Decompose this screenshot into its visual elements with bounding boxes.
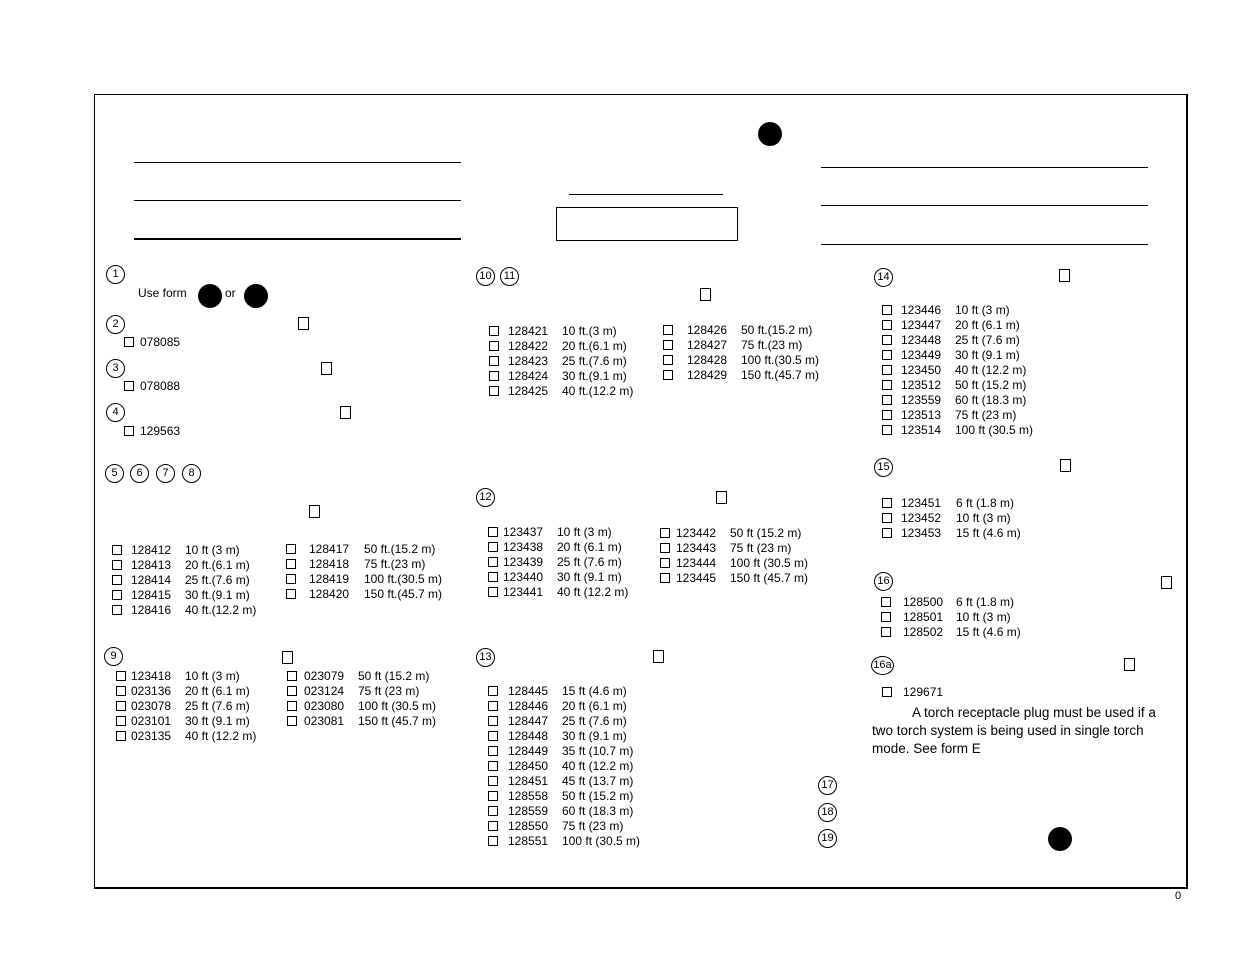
part-number: 128558 xyxy=(508,789,549,803)
marker-17: 17 xyxy=(818,776,837,795)
part-checkbox-123451[interactable] xyxy=(882,498,892,508)
part-length: 100 ft.(30.5 m) xyxy=(741,353,820,367)
part-checkbox-129671[interactable] xyxy=(882,687,892,697)
part-checkbox-123450[interactable] xyxy=(882,365,892,375)
marker-18: 18 xyxy=(818,803,837,822)
marker-11: 11 xyxy=(500,267,519,286)
part-checkbox-128446[interactable] xyxy=(488,701,498,711)
part-number: 123452 xyxy=(901,511,942,525)
part-number: 123559 xyxy=(901,393,942,407)
part-number: 128420 xyxy=(309,587,350,601)
part-length: 50 ft (15.2 m) xyxy=(730,526,802,540)
part-length: 75 ft (23 m) xyxy=(562,819,624,833)
part-length: 30 ft (9.1 m) xyxy=(557,570,622,584)
marker-16a: 16a xyxy=(871,656,894,675)
section-13-checkbox[interactable] xyxy=(653,650,664,663)
part-number: 023101 xyxy=(131,714,172,728)
part-length: 40 ft (12.2 m) xyxy=(557,585,629,599)
part-length: 10 ft (3 m) xyxy=(955,303,1010,317)
part-length: 100 ft (30.5 m) xyxy=(358,699,437,713)
part-length: 25 ft (7.6 m) xyxy=(557,555,622,569)
marker-15: 15 xyxy=(874,458,893,477)
part-length: 20 ft (6.1 m) xyxy=(955,318,1020,332)
section-14-checkbox[interactable] xyxy=(1059,269,1070,282)
part-number: 123447 xyxy=(901,318,942,332)
part-checkbox-023080[interactable] xyxy=(287,701,297,711)
part-number: 123443 xyxy=(676,541,717,555)
part-number: 023136 xyxy=(131,684,172,698)
part-number: 123512 xyxy=(901,378,942,392)
part-length: 150 ft.(45.7 m) xyxy=(364,587,443,601)
part-checkbox-128428[interactable] xyxy=(663,355,673,365)
part-length: 10 ft (3 m) xyxy=(557,525,612,539)
part-length: 60 ft (18.3 m) xyxy=(562,804,634,818)
part-checkbox-023078[interactable] xyxy=(116,701,126,711)
part-number: 123513 xyxy=(901,408,942,422)
marker-2: 2 xyxy=(106,315,125,334)
part-number: 129563 xyxy=(140,424,181,438)
part-length: 10 ft (3 m) xyxy=(956,511,1011,525)
part-checkbox-128445[interactable] xyxy=(488,686,498,696)
section-16a-checkbox[interactable] xyxy=(1124,658,1135,671)
header-right-line-2 xyxy=(821,205,1148,206)
part-checkbox-129563[interactable] xyxy=(124,426,134,436)
part-number: 123446 xyxy=(901,303,942,317)
part-number: 123444 xyxy=(676,556,717,570)
part-checkbox-128451[interactable] xyxy=(488,776,498,786)
section-12-checkbox[interactable] xyxy=(716,491,727,504)
part-checkbox-128415[interactable] xyxy=(112,590,122,600)
page-number: 0 xyxy=(1175,890,1182,902)
marker-1: 1 xyxy=(106,265,125,284)
part-length: 15 ft (4.6 m) xyxy=(562,684,627,698)
part-length: 75 ft (23 m) xyxy=(358,684,420,698)
part-number: 128426 xyxy=(687,323,728,337)
part-number: 128451 xyxy=(508,774,549,788)
part-length: 20 ft (6.1 m) xyxy=(562,699,627,713)
part-length: 10 ft (3 m) xyxy=(185,543,240,557)
marker-14: 14 xyxy=(874,268,893,287)
part-number: 078088 xyxy=(140,379,181,393)
part-length: 50 ft (15.2 m) xyxy=(562,789,634,803)
part-length: 35 ft (10.7 m) xyxy=(562,744,634,758)
part-checkbox-123445[interactable] xyxy=(660,573,670,583)
header-left-line-3 xyxy=(134,238,461,240)
part-checkbox-123444[interactable] xyxy=(660,558,670,568)
header-right-line-1 xyxy=(821,167,1148,168)
part-length: 100 ft (30.5 m) xyxy=(955,423,1034,437)
part-checkbox-123447[interactable] xyxy=(882,320,892,330)
part-checkbox-123441[interactable] xyxy=(488,587,498,597)
part-number: 023080 xyxy=(304,699,345,713)
part-number: 128429 xyxy=(687,368,728,382)
part-length: 10 ft (3 m) xyxy=(956,610,1011,624)
part-checkbox-128422[interactable] xyxy=(489,341,499,351)
marker-13: 13 xyxy=(476,648,495,667)
part-number: 128412 xyxy=(131,543,172,557)
part-number: 123453 xyxy=(901,526,942,540)
header-right-line-3 xyxy=(821,244,1148,245)
part-checkbox-128421[interactable] xyxy=(489,326,499,336)
part-checkbox-128423[interactable] xyxy=(489,356,499,366)
part-number: 123438 xyxy=(503,540,544,554)
section-3-checkbox[interactable] xyxy=(321,362,332,375)
part-checkbox-123443[interactable] xyxy=(660,543,670,553)
part-number: 023135 xyxy=(131,729,172,743)
part-checkbox-128558[interactable] xyxy=(488,791,498,801)
part-checkbox-123512[interactable] xyxy=(882,380,892,390)
part-number: 128448 xyxy=(508,729,549,743)
use-form-dot-2 xyxy=(244,284,268,308)
part-checkbox-078088[interactable] xyxy=(124,381,134,391)
part-length: 150 ft (45.7 m) xyxy=(358,714,437,728)
header-center-line xyxy=(569,194,723,195)
marker-4: 4 xyxy=(106,403,125,422)
part-checkbox-128418[interactable] xyxy=(286,559,296,569)
part-checkbox-128448[interactable] xyxy=(488,731,498,741)
part-number: 128424 xyxy=(508,369,549,383)
part-length: 20 ft.(6.1 m) xyxy=(185,558,250,572)
part-number: 129671 xyxy=(903,685,944,699)
part-checkbox-123437[interactable] xyxy=(488,527,498,537)
part-checkbox-128450[interactable] xyxy=(488,761,498,771)
part-number: 123449 xyxy=(901,348,942,362)
part-length: 50 ft (15.2 m) xyxy=(358,669,430,683)
section-4-checkbox[interactable] xyxy=(340,406,351,419)
part-checkbox-128501[interactable] xyxy=(881,612,891,622)
part-number: 078085 xyxy=(140,335,181,349)
part-number: 123440 xyxy=(503,570,544,584)
part-checkbox-023135[interactable] xyxy=(116,731,126,741)
part-checkbox-128425[interactable] xyxy=(489,386,499,396)
footer-black-dot xyxy=(1048,827,1072,851)
part-number: 128502 xyxy=(903,625,944,639)
marker-10: 10 xyxy=(476,267,495,286)
use-form-dot-1 xyxy=(198,284,222,308)
part-checkbox-128420[interactable] xyxy=(286,589,296,599)
section-2-checkbox[interactable] xyxy=(298,317,309,330)
section-5-checkbox[interactable] xyxy=(309,505,320,518)
part-number: 023079 xyxy=(304,669,345,683)
marker-6: 6 xyxy=(130,464,149,483)
part-number: 128446 xyxy=(508,699,549,713)
marker-16: 16 xyxy=(874,572,893,591)
part-checkbox-128427[interactable] xyxy=(663,340,673,350)
part-length: 10 ft (3 m) xyxy=(185,669,240,683)
part-number: 128551 xyxy=(508,834,549,848)
part-checkbox-123514[interactable] xyxy=(882,425,892,435)
marker-5: 5 xyxy=(105,464,124,483)
part-number: 023078 xyxy=(131,699,172,713)
part-number: 128559 xyxy=(508,804,549,818)
part-checkbox-128424[interactable] xyxy=(489,371,499,381)
part-length: 10 ft.(3 m) xyxy=(562,324,617,338)
part-length: 60 ft (18.3 m) xyxy=(955,393,1027,407)
part-length: 75 ft.(23 m) xyxy=(741,338,803,352)
part-checkbox-023136[interactable] xyxy=(116,686,126,696)
part-checkbox-128449[interactable] xyxy=(488,746,498,756)
part-number: 128427 xyxy=(687,338,728,352)
part-checkbox-128426[interactable] xyxy=(663,325,673,335)
part-checkbox-023079[interactable] xyxy=(287,671,297,681)
part-number: 123451 xyxy=(901,496,942,510)
part-checkbox-123438[interactable] xyxy=(488,542,498,552)
part-number: 123445 xyxy=(676,571,717,585)
part-number: 128447 xyxy=(508,714,549,728)
part-length: 75 ft.(23 m) xyxy=(364,557,426,571)
part-number: 128449 xyxy=(508,744,549,758)
part-length: 20 ft (6.1 m) xyxy=(557,540,622,554)
part-number: 123448 xyxy=(901,333,942,347)
part-length: 75 ft (23 m) xyxy=(955,408,1017,422)
part-length: 30 ft (9.1 m) xyxy=(562,729,627,743)
part-checkbox-123559[interactable] xyxy=(882,395,892,405)
part-checkbox-123418[interactable] xyxy=(116,671,126,681)
marker-7: 7 xyxy=(156,464,175,483)
use-form-label: Use form xyxy=(138,286,187,300)
part-number: 023081 xyxy=(304,714,345,728)
part-checkbox-123439[interactable] xyxy=(488,557,498,567)
part-length: 30 ft (9.1 m) xyxy=(185,714,250,728)
part-checkbox-123442[interactable] xyxy=(660,528,670,538)
part-number: 128422 xyxy=(508,339,549,353)
part-number: 128413 xyxy=(131,558,172,572)
part-checkbox-023101[interactable] xyxy=(116,716,126,726)
part-length: 100 ft.(30.5 m) xyxy=(364,572,443,586)
part-length: 25 ft (7.6 m) xyxy=(955,333,1020,347)
part-number: 128550 xyxy=(508,819,549,833)
part-checkbox-128414[interactable] xyxy=(112,575,122,585)
part-length: 20 ft (6.1 m) xyxy=(185,684,250,698)
part-length: 25 ft (7.6 m) xyxy=(562,714,627,728)
part-length: 100 ft (30.5 m) xyxy=(562,834,641,848)
part-length: 150 ft (45.7 m) xyxy=(730,571,809,585)
part-number: 128501 xyxy=(903,610,944,624)
part-checkbox-078085[interactable] xyxy=(124,337,134,347)
part-checkbox-123453[interactable] xyxy=(882,528,892,538)
header-left-line-1 xyxy=(134,162,461,163)
part-checkbox-128413[interactable] xyxy=(112,560,122,570)
part-checkbox-128416[interactable] xyxy=(112,605,122,615)
part-number: 123439 xyxy=(503,555,544,569)
section-10-checkbox[interactable] xyxy=(700,288,711,301)
part-number: 023124 xyxy=(304,684,345,698)
header-black-dot xyxy=(758,122,782,146)
part-length: 150 ft.(45.7 m) xyxy=(741,368,820,382)
part-length: 6 ft (1.8 m) xyxy=(956,595,1015,609)
part-length: 15 ft (4.6 m) xyxy=(956,526,1021,540)
part-length: 50 ft (15.2 m) xyxy=(955,378,1027,392)
part-number: 128423 xyxy=(508,354,549,368)
section-16-checkbox[interactable] xyxy=(1161,576,1172,589)
part-number: 123437 xyxy=(503,525,544,539)
part-number: 128421 xyxy=(508,324,549,338)
part-length: 30 ft.(9.1 m) xyxy=(185,588,250,602)
part-number: 128419 xyxy=(309,572,350,586)
part-number: 128500 xyxy=(903,595,944,609)
part-length: 20 ft.(6.1 m) xyxy=(562,339,627,353)
part-number: 128418 xyxy=(309,557,350,571)
part-length: 25 ft (7.6 m) xyxy=(185,699,250,713)
part-length: 30 ft (9.1 m) xyxy=(955,348,1020,362)
part-length: 40 ft (12.2 m) xyxy=(185,729,257,743)
part-number: 128450 xyxy=(508,759,549,773)
part-number: 123450 xyxy=(901,363,942,377)
marker-12: 12 xyxy=(476,488,495,507)
part-length: 25 ft.(7.6 m) xyxy=(562,354,627,368)
part-checkbox-128447[interactable] xyxy=(488,716,498,726)
part-checkbox-128500[interactable] xyxy=(881,597,891,607)
part-number: 128415 xyxy=(131,588,172,602)
part-length: 6 ft (1.8 m) xyxy=(956,496,1015,510)
part-checkbox-023081[interactable] xyxy=(287,716,297,726)
header-left-line-2 xyxy=(134,200,461,201)
marker-8: 8 xyxy=(182,464,201,483)
part-checkbox-128559[interactable] xyxy=(488,806,498,816)
torch-receptacle-note: A torch receptacle plug must be used if a two torch system is being used in single torch mode. See form E xyxy=(872,705,1156,756)
part-length: 40 ft.(12.2 m) xyxy=(562,384,634,398)
part-number: 128428 xyxy=(687,353,728,367)
part-length: 25 ft.(7.6 m) xyxy=(185,573,250,587)
part-number: 123418 xyxy=(131,669,172,683)
part-number: 123441 xyxy=(503,585,544,599)
part-checkbox-123440[interactable] xyxy=(488,572,498,582)
marker-3: 3 xyxy=(106,359,125,378)
part-length: 40 ft.(12.2 m) xyxy=(185,603,257,617)
part-checkbox-128550[interactable] xyxy=(488,821,498,831)
part-length: 15 ft (4.6 m) xyxy=(956,625,1021,639)
part-checkbox-128429[interactable] xyxy=(663,370,673,380)
section-9-checkbox[interactable] xyxy=(282,651,293,664)
part-checkbox-123448[interactable] xyxy=(882,335,892,345)
part-length: 50 ft.(15.2 m) xyxy=(364,542,436,556)
part-number: 128416 xyxy=(131,603,172,617)
part-length: 45 ft (13.7 m) xyxy=(562,774,634,788)
part-checkbox-128551[interactable] xyxy=(488,836,498,846)
part-checkbox-123452[interactable] xyxy=(882,513,892,523)
part-checkbox-128502[interactable] xyxy=(881,627,891,637)
marker-9: 9 xyxy=(104,647,123,666)
part-number: 128445 xyxy=(508,684,549,698)
part-checkbox-128417[interactable] xyxy=(286,544,296,554)
part-checkbox-123513[interactable] xyxy=(882,410,892,420)
section-15-checkbox[interactable] xyxy=(1060,459,1071,472)
part-number: 123514 xyxy=(901,423,942,437)
part-length: 50 ft.(15.2 m) xyxy=(741,323,813,337)
part-length: 100 ft (30.5 m) xyxy=(730,556,809,570)
part-checkbox-128419[interactable] xyxy=(286,574,296,584)
header-center-box[interactable] xyxy=(556,207,738,241)
part-length: 75 ft (23 m) xyxy=(730,541,792,555)
part-length: 40 ft (12.2 m) xyxy=(955,363,1027,377)
part-checkbox-123446[interactable] xyxy=(882,305,892,315)
part-length: 40 ft (12.2 m) xyxy=(562,759,634,773)
part-number: 128425 xyxy=(508,384,549,398)
part-number: 128414 xyxy=(131,573,172,587)
part-number: 123442 xyxy=(676,526,717,540)
part-checkbox-023124[interactable] xyxy=(287,686,297,696)
marker-19: 19 xyxy=(818,829,837,848)
part-checkbox-123449[interactable] xyxy=(882,350,892,360)
part-length: 30 ft.(9.1 m) xyxy=(562,369,627,383)
use-form-or: or xyxy=(225,286,236,300)
part-checkbox-128412[interactable] xyxy=(112,545,122,555)
part-number: 128417 xyxy=(309,542,350,556)
